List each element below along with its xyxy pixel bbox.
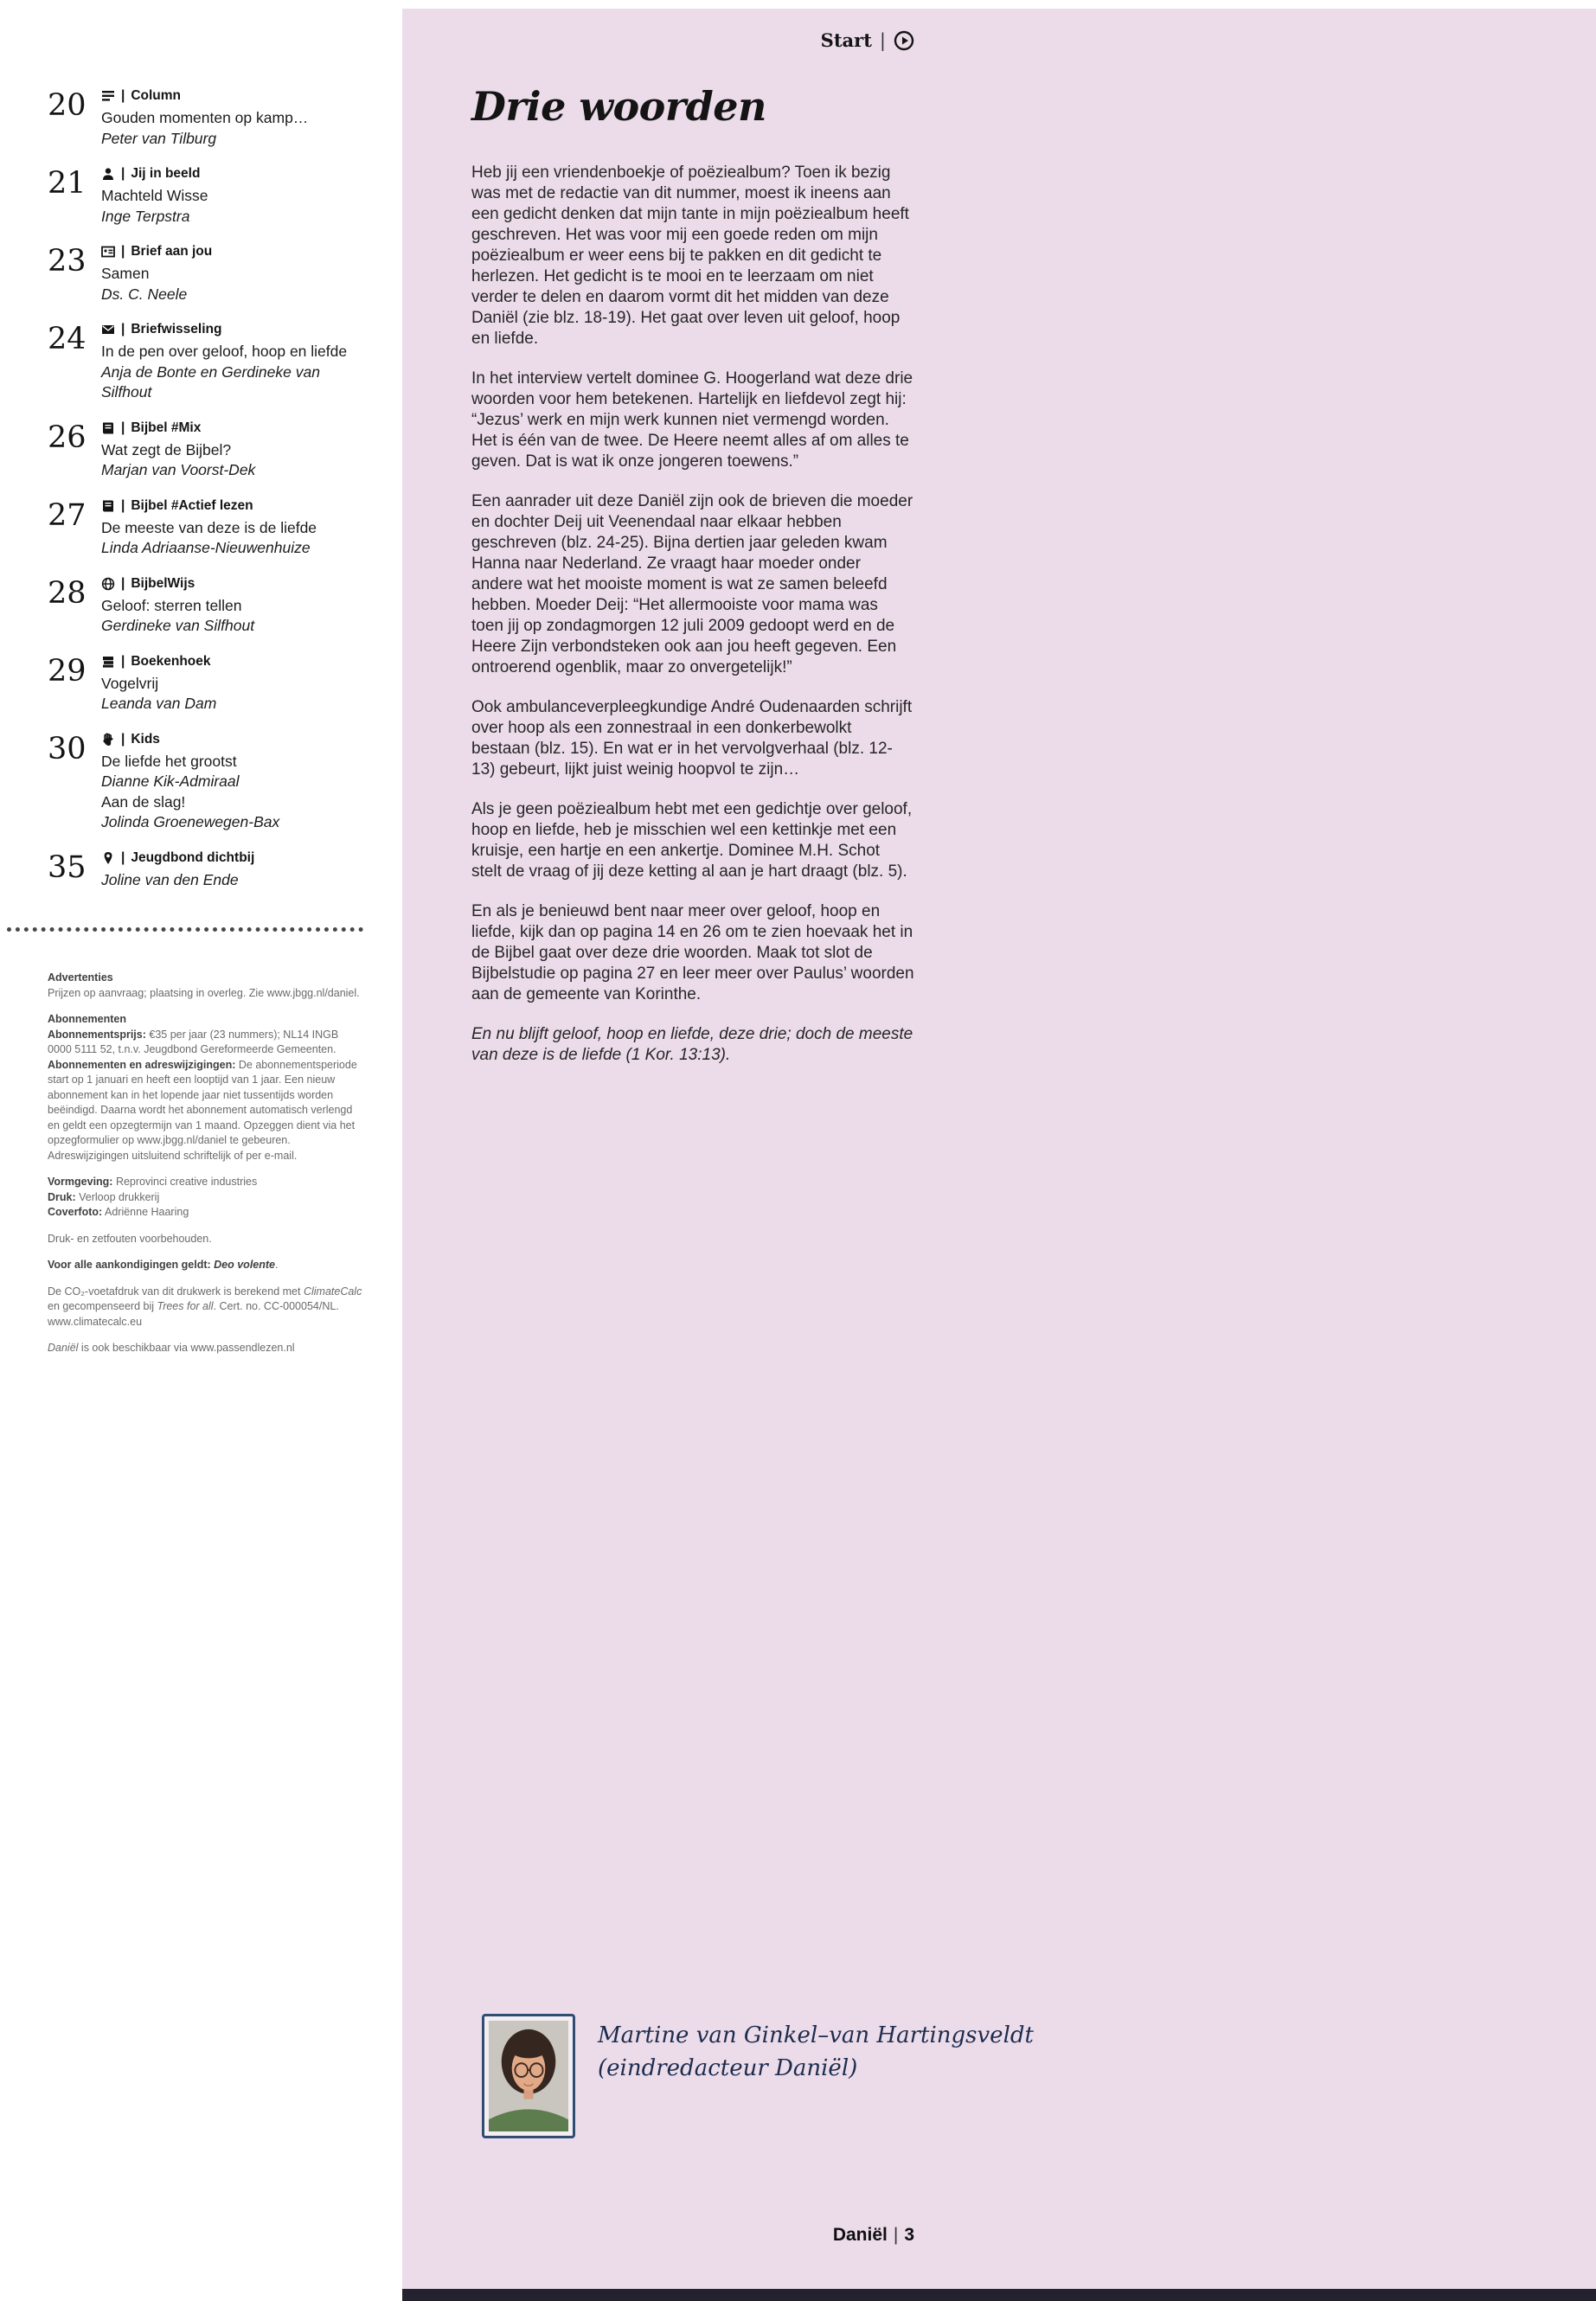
toc-category-label: Column [131,88,182,103]
toc-category-label: Bijbel #Mix [131,420,202,435]
colophon-text: Druk- en zetfouten voorbehouden. [48,1232,212,1245]
toc-category-row [101,166,375,182]
table-of-contents [48,88,375,907]
colophon-label: Vormgeving: [48,1176,113,1188]
footer-separator: | [893,2225,899,2245]
footer-magazine-name: Daniël [832,2225,888,2245]
colophon-heading: Abonnementen [48,1013,126,1025]
toc-page-number: 23 [48,244,87,279]
toc-page-number: 29 [48,653,87,689]
toc-category-label: Jij in beeld [131,166,201,181]
colophon-value: Reprovinci creative industries [112,1176,258,1188]
colophon-heading: Advertenties [48,971,113,984]
toc-title: Aan de slag! [101,792,186,811]
editorial-paragraph: Als je geen poëziealbum hebt met een gedichtje over geloof, hoop en liefde, heb je misschien wel een kettinkje met een kruisje, een hartje en een ankertje. Dominee M.H. Schot stelt de vraag of jij deze ketting al aan je hart draagt (blz. 5). [471,800,913,881]
toc-author: Joline van den Ende [101,870,239,888]
toc-title: Geloof: sterren tellen [101,596,242,614]
colophon-text [48,1285,364,1330]
colophon-value: en gecompenseerd bij [48,1300,157,1312]
signature-text [598,2014,1034,2085]
toc-title: In de pen over geloof, hoop en liefde [101,343,348,360]
toc-category-row [101,654,375,670]
footer-page-number: 3 [904,2225,914,2245]
colophon-value: . Cert. no. CC-000054/NL. www.climatecalc.eu [48,1300,339,1328]
toc-category-label: Brief aan jou [131,244,213,259]
colophon-value: ClimateCalc [303,1285,362,1298]
toc-category-label: BijbelWijs [131,575,195,591]
toc-author: Jolinda Groenewegen-Bax [101,813,280,830]
play-icon[interactable] [894,30,914,51]
editorial-column [471,83,914,1085]
toc-category-label: Jeugdbond dichtbij [131,849,255,865]
toc-separator: | [121,322,125,336]
colophon-value: Trees for all [157,1300,214,1312]
toc-category-row [101,88,375,104]
toc-item[interactable] [48,166,375,227]
start-label: Start [820,29,872,51]
signature-name: Martine van Ginkel–van Hartingsveldt [598,2022,1034,2048]
colophon-value: Adriënne Haaring [102,1206,189,1218]
toc-separator: | [121,88,125,103]
card-icon [101,245,115,259]
toc-item[interactable] [48,576,375,637]
toc-category-row [101,732,375,747]
toc-author: Linda Adriaanse-Nieuwenhuize [101,539,311,556]
colophon-value: Daniël [48,1342,79,1354]
colophon-text [48,1175,364,1190]
hand-icon [101,733,115,747]
toc-category-row [101,322,375,337]
editorial-paragraph: In het interview vertelt dominee G. Hoogerland wat deze drie woorden voor hem betekenen. Hartelijk en liefdevol zegt hij: “Jezus’ werk en mijn werk kunnen niet vermengd worden. Het is één van de twee. De Heere neemt alles af om alles te geven. Dat is wat ik onze jongeren toewens.” [471,369,913,471]
page-bottom-bar [402,2289,1596,2301]
editorial-title: Drie woorden [471,83,766,130]
page-footer [471,2225,914,2246]
toc-page-number: 27 [48,497,87,533]
toc-category-label: Kids [131,731,160,747]
toc-title: Samen [101,265,150,282]
colophon-text [48,1205,364,1221]
person-icon [101,167,115,181]
toc-separator: | [121,244,125,259]
toc-page-number: 24 [48,322,87,356]
toc-separator: | [121,849,125,865]
editor-photo-frame [482,2014,575,2138]
editorial-paragraph: Een aanrader uit deze Daniël zijn ook de brieven die moeder en dochter Deij uit Veenendaal naar elkaar hebben geschreven (blz. 24-25). Bijna dertien jaar geleden kwam Hanna naar Nederland. Ze vraagt haar moeder onder andere wat het mooiste moment is wat ze samen beleefd hebben. Moeder Deij: “Het allermooiste voor mama was toen jij op zondagmorgen 12 juli 2009 gedoopt werd en de Heere Zijn verbondsteken ook aan jou heeft gegeven. Een ontroerend ogenblik, maar zo onvergetelijk!” [471,492,913,676]
toc-separator: | [121,575,125,591]
editorial-paragraph: En als je benieuwd bent naar meer over geloof, hoop en liefde, kijk dan op pagina 14 en 26 om te zien hoevaak het in de Bijbel gaat over deze drie woorden. Maak tot slot de Bijbelstudie op pagina 27 en leer meer over Paulus’ woorden aan de gemeente van Korinthe. [471,902,914,1003]
editorial-paragraph: Ook ambulanceverpleegkundige André Oudenaarden schrijft over hoop als een zonnestraal in een donkerbewolkt bestaan (blz. 15). En wat er in het vervolgverhaal (blz. 12-13) gebeurt, lijkt juist weinig hoopvol te zijn… [471,698,913,779]
toc-author: Leanda van Dam [101,695,217,712]
toc-separator: | [121,166,125,181]
start-button[interactable] [471,29,914,51]
colophon-text [48,1258,364,1273]
toc-author: Dianne Kik-Admiraal [101,772,240,790]
colophon-value: De abonnementsperiode start op 1 januari en heeft een looptijd van 1 jaar. Een nieuw abonnement kan in het lopende jaar niet tussentijds worden beëindigd. Daarna wordt het abonnement automatisch verlengd en geldt een opzegtermijn van 1 maand. Opzeggen dient via het opzegformulier op www.jbgg.nl/daniel te gebeuren. Adreswijzigingen uitsluitend schriftelijk of per e-mail. [48,1058,357,1162]
toc-author: Anja de Bonte en Gerdineke van Silfhout [101,362,320,401]
editorial-paragraph: Heb jij een vriendenboekje of poëziealbum? Toen ik bezig was met de redactie van dit nummer, moest ik ineens aan een gedicht denken dat mijn tante in mijn poëziealbum heeft geschreven. Het was voor mij een goede reden om mijn poëziealbum er weer eens bij te pakken en dit gedicht te herlezen. Het gedicht is te mooi en te leerzaam om niet verder te delen en daarom vormt dit het midden van deze Daniël (zie blz. 18-19). Het gaat over leven uit geloof, hoop en liefde. [471,163,909,348]
dotted-divider [7,927,363,932]
pin-icon [101,851,115,865]
toc-title: De meeste van deze is de liefde [101,518,317,536]
colophon-label: Voor alle aankondigingen geldt: [48,1259,211,1271]
colophon-text [48,1028,364,1058]
toc-item[interactable] [48,654,375,715]
toc-page-number: 30 [48,731,87,766]
toc-title: Machteld Wisse [101,187,208,204]
colophon-text: Prijzen op aanvraag; plaatsing in overleg. Zie www.jbgg.nl/daniel. [48,986,360,999]
toc-item[interactable] [48,244,375,304]
toc-category-row [101,244,375,260]
toc-title: Wat zegt de Bijbel? [101,440,232,458]
toc-category-label: Boekenhoek [131,653,211,669]
colophon-value: De CO₂-voetafdruk van dit drukwerk is berekend met [48,1285,304,1298]
signature-block [482,2014,1034,2138]
toc-author: Marjan van Voorst-Dek [101,461,256,478]
colophon-value: Deo volente [210,1259,275,1271]
toc-author: Ds. C. Neele [101,285,188,303]
toc-author: Inge Terpstra [101,207,190,225]
toc-page-number: 28 [48,575,87,611]
colophon-text [48,1341,364,1356]
colophon-value: is ook beschikbaar via www.passendlezen.nl [78,1342,295,1354]
toc-category-label: Briefwisseling [131,322,222,336]
toc-category-row [101,498,375,514]
toc-category-row [101,576,375,592]
globe-icon [101,577,115,591]
toc-separator: | [121,497,125,513]
toc-page-number: 26 [48,420,87,455]
toc-separator: | [121,653,125,669]
start-separator: | [879,29,886,51]
colophon-text [48,1058,364,1164]
toc-title: Gouden momenten op kamp… [101,109,309,126]
column-icon [101,89,115,103]
toc-category-label: Bijbel #Actief lezen [131,497,253,513]
colophon-label: Abonnementsprijs: [48,1028,146,1041]
colophon-value: . [275,1259,279,1271]
book-icon [101,421,115,435]
toc-title: Vogelvrij [101,674,159,692]
toc-item[interactable] [48,88,375,149]
toc-page-number: 20 [48,88,87,123]
colophon-value: €35 per jaar (23 nummers); NL14 INGB 0000 5111 52, t.n.v. Jeugdbond Gereformeerde Gemeenten. [48,1028,339,1055]
books-icon [101,655,115,669]
toc-item[interactable] [48,420,375,481]
colophon-text [48,1190,364,1206]
colophon-label: Druk: [48,1190,76,1203]
envelope-icon [101,323,115,336]
colophon-label: Abonnementen en adreswijzigingen: [48,1058,236,1071]
editor-photo [489,2021,568,2131]
colophon [48,971,364,1368]
book-icon [101,499,115,513]
colophon-value: Verloop drukkerij [75,1190,160,1203]
toc-author: Peter van Tilburg [101,129,217,147]
toc-page-number: 35 [48,849,87,885]
toc-item[interactable] [48,498,375,559]
signature-role: (eindredacteur Daniël) [598,2055,858,2081]
editorial-closing-quote: En nu blijft geloof, hoop en liefde, deze drie; doch de meeste van deze is de liefde (1 Kor. 13:13). [471,1025,913,1064]
toc-title: De liefde het grootst [101,752,237,770]
toc-category-row [101,850,375,866]
toc-separator: | [121,731,125,747]
toc-separator: | [121,420,125,435]
toc-author: Gerdineke van Silfhout [101,617,255,634]
toc-item[interactable] [48,732,375,833]
toc-item[interactable] [48,322,375,403]
toc-category-row [101,420,375,436]
toc-page-number: 21 [48,166,87,201]
toc-item[interactable] [48,850,375,891]
colophon-label: Coverfoto: [48,1206,103,1218]
